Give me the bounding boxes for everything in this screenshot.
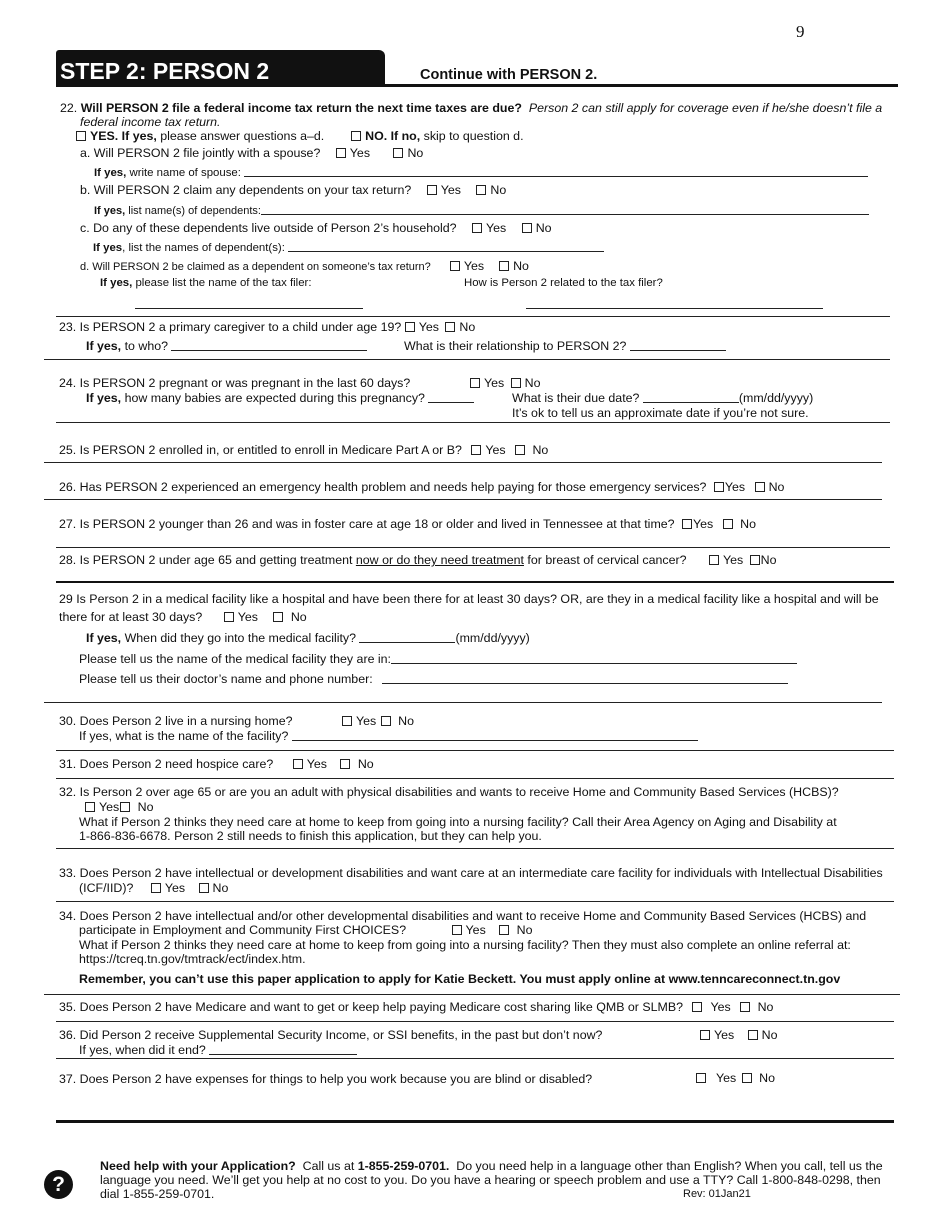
q34-yes-checkbox[interactable] xyxy=(452,925,462,935)
q34-remember: Remember, you can’t use this paper application to apply for Katie Beckett. You must apply online at www.tenncareconnect.tn.gov xyxy=(79,972,841,986)
bottom-rule xyxy=(56,1120,894,1123)
q24-follow: If yes, how many babies are expected during this pregnancy? xyxy=(86,391,474,405)
q24-answers: Yes No xyxy=(470,376,541,390)
q22d-relation: How is Person 2 related to the tax filer? xyxy=(464,277,663,289)
q24-yes-checkbox[interactable] xyxy=(470,378,480,388)
q27-no-checkbox[interactable] xyxy=(723,519,733,529)
revision-date: Rev: 01Jan21 xyxy=(683,1188,751,1200)
q22c-no-checkbox[interactable] xyxy=(522,223,532,233)
q22a: a. Will PERSON 2 file jointly with a spouse? Yes No xyxy=(80,146,424,160)
q34-line1: 34. Does Person 2 have intellectual and/or other developmental disabilities and want to receive Home and Community Based Services (HCBS) and xyxy=(59,909,867,923)
q29-follow: If yes, When did they go into the medical facility? (mm/dd/yyyy) xyxy=(86,631,530,645)
q25-no-checkbox[interactable] xyxy=(515,445,525,455)
facility-name-field[interactable] xyxy=(391,652,797,664)
q23-no-checkbox[interactable] xyxy=(445,322,455,332)
q36-follow: If yes, when did it end? xyxy=(79,1043,357,1057)
q22a-yes-checkbox[interactable] xyxy=(336,148,346,158)
q22a-follow: If yes, write name of spouse: xyxy=(94,165,868,179)
q28-no-checkbox[interactable] xyxy=(750,555,760,565)
divider-30 xyxy=(56,750,894,751)
q22d-no-checkbox[interactable] xyxy=(499,261,509,271)
divider-27 xyxy=(56,547,890,548)
doctor-field[interactable] xyxy=(382,672,788,684)
q32-line4: 1-866-836-6678. Person 2 still needs to finish this application, but they can help you. xyxy=(79,829,542,843)
q28: 28. Is PERSON 2 under age 65 and getting treatment now or do they need treatment for breast of cervical cancer? xyxy=(59,553,687,567)
q34-line3: What if Person 2 thinks they need care at home to keep from going into a nursing facility? Then they must also complete an online referral at: xyxy=(79,938,851,952)
q31-yes-checkbox[interactable] xyxy=(293,759,303,769)
q23-relationship: What is their relationship to PERSON 2? xyxy=(404,339,726,353)
header-rule xyxy=(385,84,898,87)
q33-no-checkbox[interactable] xyxy=(199,883,209,893)
q33-line2: (ICF/IID)? Yes No xyxy=(79,881,229,895)
relationship-field[interactable] xyxy=(630,339,726,351)
divider-29 xyxy=(44,702,882,703)
divider-22 xyxy=(56,316,890,317)
q32-yes-checkbox[interactable] xyxy=(85,802,95,812)
outside-dependents-field[interactable] xyxy=(288,240,604,252)
q35-yes-checkbox[interactable] xyxy=(692,1002,702,1012)
q22c-follow: If yes, list the names of dependent(s): xyxy=(93,240,604,254)
q24-no-checkbox[interactable] xyxy=(511,378,521,388)
spouse-name-field[interactable] xyxy=(244,165,868,177)
q23: 23. Is PERSON 2 a primary caregiver to a child under age 19? Yes No xyxy=(59,320,476,334)
q32-no-checkbox[interactable] xyxy=(120,802,130,812)
tax-filer-field[interactable] xyxy=(135,308,363,309)
q29-doctor: Please tell us their doctor’s name and phone number: xyxy=(79,672,788,686)
divider-31 xyxy=(56,778,894,779)
q32-answers: Yes No xyxy=(85,800,154,814)
q30-follow: If yes, what is the name of the facility? xyxy=(79,729,698,743)
q27-yes-checkbox[interactable] xyxy=(682,519,692,529)
divider-34 xyxy=(44,994,900,995)
q23-follow: If yes, to who? xyxy=(86,339,367,353)
q33-line1: 33. Does Person 2 have intellectual or development disabilities and want care at an intermediate care facility for individuals with Intellectual Disabilities xyxy=(59,866,883,880)
q37-answers: Yes No xyxy=(696,1071,775,1085)
q22a-no-checkbox[interactable] xyxy=(393,148,403,158)
q36-no-checkbox[interactable] xyxy=(748,1030,758,1040)
ssi-end-date-field[interactable] xyxy=(209,1043,357,1055)
due-date-field[interactable] xyxy=(643,391,739,403)
q30-no-checkbox[interactable] xyxy=(381,716,391,726)
q30-answers: Yes No xyxy=(342,714,414,728)
q29-line2: there for at least 30 days? Yes No xyxy=(59,610,307,624)
q25-yes-checkbox[interactable] xyxy=(471,445,481,455)
q37-no-checkbox[interactable] xyxy=(742,1073,752,1083)
q27: 27. Is PERSON 2 younger than 26 and was in foster care at age 18 or older and lived in Tennessee at that time? Yes No xyxy=(59,517,756,531)
q34-no-checkbox[interactable] xyxy=(499,925,509,935)
q22c-yes-checkbox[interactable] xyxy=(472,223,482,233)
q32-line1: 32. Is Person 2 over age 65 or are you an adult with physical disabilities and wants to receive Home and Community Based Services (HCBS)? xyxy=(59,785,839,799)
q34-line2: participate in Employment and Community First CHOICES? Yes No xyxy=(79,923,533,937)
q22d-follow: If yes, please list the name of the tax filer: xyxy=(100,277,312,289)
q26: 26. Has PERSON 2 experienced an emergency health problem and needs help paying for those emergency services? Yes No xyxy=(59,480,785,494)
q37-yes-checkbox[interactable] xyxy=(696,1073,706,1083)
q26-yes-checkbox[interactable] xyxy=(714,482,724,492)
q29-yes-checkbox[interactable] xyxy=(224,612,234,622)
q24-approx-note: It’s ok to tell us an approximate date if you’re not sure. xyxy=(512,406,809,420)
q22-note: federal income tax return. xyxy=(80,115,221,129)
q31-no-checkbox[interactable] xyxy=(340,759,350,769)
q22d: d. Will PERSON 2 be claimed as a dependent on someone’s tax return? Yes No xyxy=(80,259,529,273)
q29-facility: Please tell us the name of the medical facility they are in: xyxy=(79,652,797,666)
q22-line1: 22. Will PERSON 2 file a federal income tax return the next time taxes are due? Person 2 can still apply for coverage even if he/she doesn’t file a xyxy=(60,101,883,115)
q22b-no-checkbox[interactable] xyxy=(476,185,486,195)
q24: 24. Is PERSON 2 pregnant or was pregnant in the last 60 days? xyxy=(59,376,411,390)
footer-line3: dial 1-855-259-0701. xyxy=(100,1187,215,1201)
q33-yes-checkbox[interactable] xyxy=(151,883,161,893)
q23-yes-checkbox[interactable] xyxy=(405,322,415,332)
q22b: b. Will PERSON 2 claim any dependents on your tax return? Yes No xyxy=(80,183,507,197)
divider-26 xyxy=(44,499,882,500)
divider-24 xyxy=(56,422,890,423)
q35: 35. Does Person 2 have Medicare and want to get or keep help paying Medicare cost sharing like QMB or SLMB? Yes No xyxy=(59,1000,774,1014)
q36: 36. Did Person 2 receive Supplemental Security Income, or SSI benefits, in the past but don’t now? xyxy=(59,1028,603,1042)
q22b-follow: If yes, list name(s) of dependents: xyxy=(94,203,869,217)
q35-no-checkbox[interactable] xyxy=(740,1002,750,1012)
q37: 37. Does Person 2 have expenses for things to help you work because you are blind or disabled? xyxy=(59,1072,593,1086)
footer-line2: language you need. We’ll get you help at no cost to you. Do you have a hearing or speech problem and use a TTY? Call 1-800-848-0298, then xyxy=(100,1173,881,1187)
q22-yes-checkbox[interactable] xyxy=(76,131,86,141)
nursing-home-name-field[interactable] xyxy=(292,729,698,741)
q28-answers: Yes No xyxy=(709,553,777,567)
caregiver-to-field[interactable] xyxy=(171,339,367,351)
footer-line1: Need help with your Application? Call us at 1-855-259-0701. Do you need help in a language other than English? When you call, tell us the xyxy=(100,1159,883,1173)
step-title: STEP 2: PERSON 2 xyxy=(60,58,270,84)
q28-yes-checkbox[interactable] xyxy=(709,555,719,565)
relation-field[interactable] xyxy=(526,308,823,309)
q24-due-date: What is their due date? (mm/dd/yyyy) xyxy=(512,391,814,405)
page-number: 9 xyxy=(796,22,805,41)
q22-no-checkbox[interactable] xyxy=(351,131,361,141)
q36-yes-checkbox[interactable] xyxy=(700,1030,710,1040)
babies-count-field[interactable] xyxy=(428,391,474,403)
dependents-names-field[interactable] xyxy=(261,203,869,215)
question-mark-icon: ? xyxy=(44,1170,73,1199)
q34-referral-link[interactable]: https://tcreq.tn.gov/tmtrack/ect/index.htm. xyxy=(79,952,306,966)
q32-line3: What if Person 2 thinks they need care at home to keep from going into a nursing facility? Call their Area Agency on Aging and Disability at xyxy=(79,815,837,829)
divider-33 xyxy=(56,901,894,902)
q22d-yes-checkbox[interactable] xyxy=(450,261,460,271)
step-title-banner xyxy=(56,50,385,87)
divider-25 xyxy=(44,462,882,463)
divider-32 xyxy=(56,848,894,849)
q29-no-checkbox[interactable] xyxy=(273,612,283,622)
continue-text: Continue with PERSON 2. xyxy=(420,67,598,83)
q22c: c. Do any of these dependents live outside of Person 2’s household? Yes No xyxy=(80,221,552,235)
q22b-yes-checkbox[interactable] xyxy=(427,185,437,195)
divider-36 xyxy=(56,1058,894,1059)
q30-yes-checkbox[interactable] xyxy=(342,716,352,726)
q31: 31. Does Person 2 need hospice care? Yes No xyxy=(59,757,374,771)
q25: 25. Is PERSON 2 enrolled in, or entitled to enroll in Medicare Part A or B? Yes No xyxy=(59,443,549,457)
divider-23 xyxy=(44,359,890,360)
q22-answer-row: YES. If yes, please answer questions a–d. NO. If no, skip to question d. xyxy=(76,129,524,143)
q36-answers: Yes No xyxy=(700,1028,778,1042)
divider-35 xyxy=(56,1021,894,1022)
q30: 30. Does Person 2 live in a nursing home? xyxy=(59,714,293,728)
q26-no-checkbox[interactable] xyxy=(755,482,765,492)
facility-date-field[interactable] xyxy=(359,631,455,643)
q29-line1: 29 Is Person 2 in a medical facility like a hospital and have been there for at least 30 days? OR, are they in a medical facility like a hospital and will be xyxy=(59,592,879,606)
divider-28 xyxy=(56,581,894,583)
